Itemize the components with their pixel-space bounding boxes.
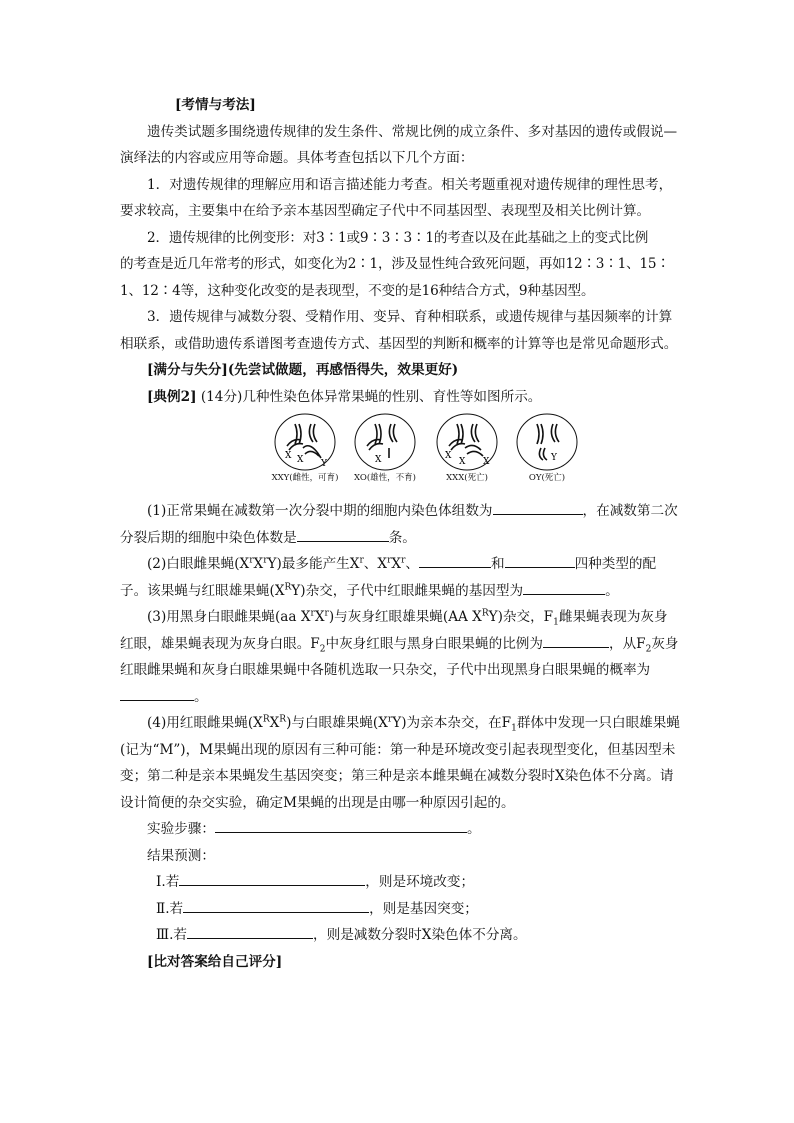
question-4	[120, 710, 680, 816]
point-2-line-3: 1、12∶4等，这种变化改变的是表现型，不变的是16种结合方式，9种基因型。	[120, 282, 595, 299]
subscript: 1	[553, 617, 559, 628]
superscript: r	[387, 714, 393, 725]
chromosome-label: X	[297, 455, 304, 465]
superscript: r	[310, 608, 315, 619]
example-intro	[120, 384, 680, 411]
question-2-text: Y)杂交，子代中红眼雌果蝇的基因型为	[291, 582, 524, 599]
question-3-text: 红眼，雄果蝇表现为灰身白眼。F	[120, 635, 320, 652]
chromosome-label: X	[459, 457, 466, 467]
chromosome-label: Y	[551, 453, 557, 463]
question-3-text: Y)杂交，F	[488, 609, 554, 625]
question-3-text: ，从F	[608, 635, 646, 652]
question-2-text: 配子。该果蝇与红眼雄果蝇(X	[120, 556, 657, 599]
answer-blank[interactable]	[543, 633, 609, 648]
question-1	[120, 498, 680, 551]
superscript: r	[324, 608, 329, 619]
point-3-paragraph: 3．遗传规律与减数分裂、受精作用、变异、育种相联系，或遗传规律与基因频率的计算相联系，或借助遗传系谱图考查遗传方式、基因型的判断和概率的计算等也是常见命题形式。	[120, 309, 678, 352]
question-2-text: (2)白眼雌果蝇(X	[147, 556, 250, 572]
chromosome-label: X	[483, 457, 490, 467]
subscript: 1	[511, 723, 517, 734]
superscript: R	[279, 714, 287, 725]
question-3-text: 雌果蝇表现为灰身	[558, 609, 668, 625]
result-1	[120, 869, 680, 896]
point-1-paragraph: 1．对遗传规律的理解应用和语言描述能力考查。相关考题重视对遗传规律的理性思考，要求较高，主要集中在给予亲本基因型确定子代中不同基因型、表现型及相关比例计算。	[120, 176, 673, 219]
experiment-steps-end: 。	[466, 821, 481, 837]
question-3-text: 率为	[622, 662, 651, 678]
question-1-text: 条。	[388, 529, 416, 546]
question-2-text: Y)最多能产生X	[267, 556, 360, 572]
answer-blank[interactable]	[419, 553, 491, 568]
question-4-text: 群体中发现一只白眼雄果蝇(记为“M”)，M果蝇出现的原因有三种可能：第一种是环境改变引起表现型变化，但基因型未变；第二种是亲本果蝇发生基因突变；第三种是亲本雌果蝇在减数分裂时X染色体不分离。请设计简便的杂交实验，确定M果蝇的出现是由哪一种原因引起的。	[120, 715, 680, 811]
question-1-text: (1)正常果蝇在减数第一次分裂中期的细胞内染色体组数为	[147, 503, 493, 519]
section-heading-kaoqing: [考情与考法]	[175, 97, 256, 113]
chromosome-label: X	[375, 455, 382, 465]
figure-cell-oy	[492, 412, 602, 484]
result-2-prefix: Ⅱ.若	[156, 900, 184, 917]
answer-blank[interactable]	[183, 898, 369, 913]
superscript: r	[387, 555, 392, 566]
cell-xxx-illustration	[435, 412, 499, 472]
section-heading-bidui: [比对答案给自己评分]	[147, 953, 283, 970]
question-2-text: X	[253, 556, 264, 572]
result-3-suffix: ，则是减数分裂时X染色体不分离。	[313, 927, 527, 943]
answer-blank[interactable]	[120, 686, 194, 701]
cell-xxy-illustration	[273, 412, 337, 472]
figure-caption-oy: OY(死亡)	[528, 473, 566, 483]
intro-paragraph: 遗传类试题多围绕遗传规律的发生条件、常规比例的成立条件、多对基因的遗传或假说—演绎法的内容或应用等命题。具体考查包括以下几个方面：	[120, 123, 678, 166]
question-4-text: (4)用红眼雌果蝇(X	[147, 715, 263, 731]
cell-oy-illustration	[515, 412, 579, 472]
result-2	[120, 896, 680, 923]
question-2-text: 、	[363, 556, 378, 572]
point-2-line-1: 2．遗传规律的比例变形：对3∶1或9∶3∶3∶1的考查以及在此基础之上的变式比例	[147, 229, 649, 246]
question-4-text: Y)为亲本杂交，在F	[392, 715, 512, 731]
superscript: r	[263, 555, 268, 566]
superscript: r	[359, 555, 364, 566]
answer-blank[interactable]	[187, 924, 313, 939]
question-3-text: 。	[194, 688, 208, 705]
superscript: R	[262, 714, 270, 725]
question-2-text: X	[377, 556, 388, 572]
question-3	[120, 604, 680, 710]
superscript: r	[249, 555, 254, 566]
result-2-suffix: ，则是基因突变；	[369, 900, 478, 917]
chromosome-label: X	[445, 451, 452, 461]
question-2-text: 、	[405, 556, 419, 572]
point-2-line-2: 的考查是近几年常考的形式，如变化为2∶1，涉及显性纯合致死问题，再如12∶3∶1、15∶	[120, 256, 670, 272]
chromosome-figure	[120, 412, 680, 494]
result-1-prefix: Ⅰ.若	[156, 874, 180, 890]
question-3-text: )与灰身红眼雄果蝇(AA X	[328, 609, 482, 625]
question-4-text: )与白眼雄果蝇(X	[286, 715, 388, 731]
superscript: R	[481, 608, 489, 619]
section-heading-manfen: [满分与失分](先尝试做题，再感悟得失，效果更好)	[147, 362, 459, 378]
answer-blank[interactable]	[297, 527, 389, 542]
superscript: R	[284, 581, 292, 592]
point-2-paragraph	[120, 225, 680, 305]
superscript: r	[401, 555, 406, 566]
subscript: 2	[319, 644, 326, 655]
figure-caption-xxx: XXX(死亡)	[446, 473, 488, 483]
question-2-text: 和	[490, 556, 505, 572]
document-page	[120, 92, 680, 975]
question-2-text: X	[391, 556, 402, 572]
answer-blank[interactable]	[215, 818, 467, 833]
answer-blank[interactable]	[505, 553, 575, 568]
example-intro-text: (14分)几种性染色体异常果蝇的性别、育性等如图所示。	[200, 388, 542, 405]
chromosome-label: Y	[321, 459, 327, 469]
experiment-steps-label: 实验步骤：	[147, 821, 215, 837]
chromosome-label: X	[285, 451, 292, 461]
figure-caption-xxy: XXY(雌性，可育)	[271, 473, 339, 483]
question-3-text: 中灰身红眼与黑身白眼果蝇的比例为	[325, 635, 543, 652]
answer-blank[interactable]	[179, 871, 365, 886]
question-3-text: X	[314, 609, 325, 625]
subscript: 2	[645, 644, 652, 655]
result-1-suffix: ，则是环境改变；	[365, 874, 475, 890]
figure-caption-xo: XO(雄性，不育)	[353, 473, 416, 483]
question-4-text: X	[269, 715, 280, 731]
answer-blank[interactable]	[523, 580, 605, 595]
result-3-prefix: Ⅲ.若	[156, 927, 188, 943]
question-3-text: 灰身红眼雌果蝇和灰身白眼雄果蝇中各随机选取一只杂交，子代中出现黑身白眼果蝇的概	[120, 635, 679, 678]
example-label: [典例2]	[147, 388, 197, 405]
results-label: 结果预测：	[147, 847, 215, 864]
answer-blank[interactable]	[493, 500, 583, 515]
question-1-text: 次分裂后期的细胞中染色体数是	[120, 503, 678, 546]
result-3	[120, 922, 680, 949]
question-2	[120, 551, 680, 604]
question-2-text: 。	[605, 582, 619, 599]
question-3-text: (3)用黑身白眼雌果蝇(aa X	[147, 609, 311, 625]
experiment-steps	[120, 816, 680, 843]
cell-xo-illustration	[353, 412, 417, 472]
question-1-text: ，在减数第二	[582, 503, 665, 519]
question-2-text: 四种类型的	[574, 556, 643, 572]
